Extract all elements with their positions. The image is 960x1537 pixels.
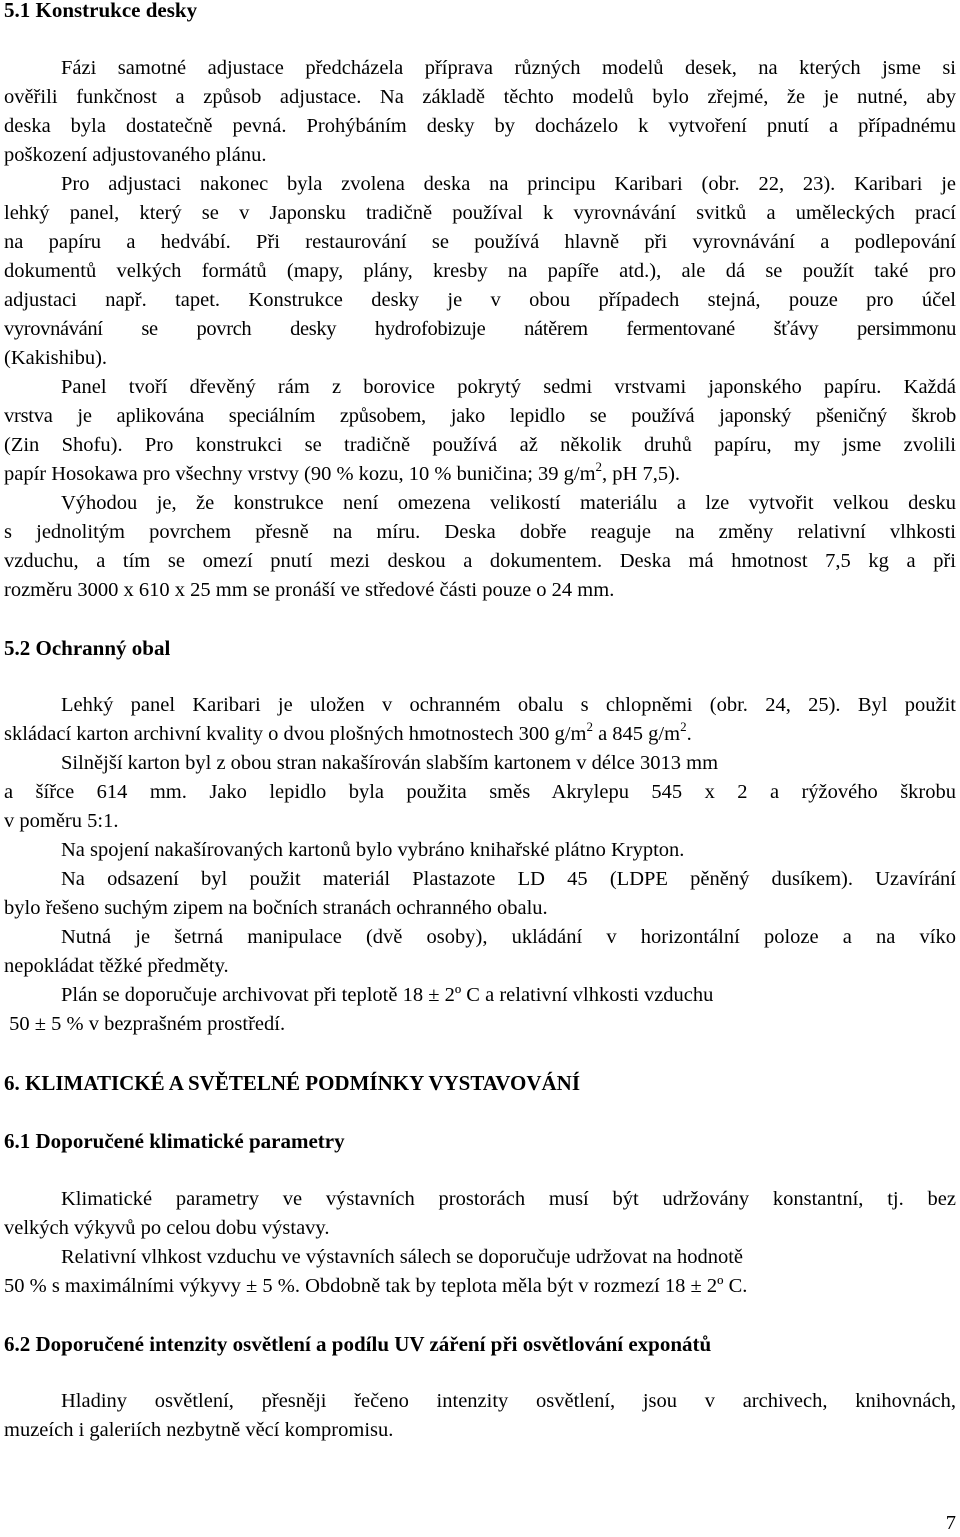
- section-5-1-body: [4, 54, 956, 605]
- text-line: 50 ± 5 % v bezprašném prostředí.: [4, 1013, 286, 1035]
- text-line: vzduchu, a tím se omezí pnutí mezi deskou a dokumentem. Deska má hmotnost 7,5 kg a při: [4, 550, 956, 572]
- text-line: Na spojení nakašírovaných kartonů bylo vybráno knihařské plátno Krypton.: [61, 839, 685, 861]
- text-line: s jednolitým povrchem přesně na míru. Deska dobře reaguje na změny relativní vlhkosti: [4, 521, 956, 543]
- text-line: dokumentů velkých formátů (mapy, plány, kresby na papíře atd.), ale dá se použít také pro: [4, 260, 956, 282]
- heading: 6. KLIMATICKÉ A SVĚTELNÉ PODMÍNKY VYSTAVOVÁNÍ: [4, 1071, 581, 1095]
- heading: 5.1 Konstrukce desky: [4, 0, 198, 22]
- section-6-2-body: [4, 1387, 956, 1445]
- text-line: Pro adjustaci nakonec byla zvolena deska na principu Karibari (obr. 22, 23). Karibari je: [61, 173, 956, 195]
- text-line: ověřili funkčnost a způsob adjustace. Na základě těchto modelů bylo zřejmé, že je nutné, aby: [4, 86, 956, 108]
- text-line: muzeích i galeriích nezbytně věcí kompromisu.: [4, 1419, 394, 1441]
- text-line: Fázi samotné adjustace předcházela příprava různých modelů desek, na kterých jsme si: [61, 57, 956, 79]
- text-line: skládací karton archivní kvality o dvou plošných hmotnostech 300 $g/m^2$ a 845 $g/m^2$.: [4, 719, 692, 745]
- text-line: bylo řešeno suchým zipem na bočních stranách ochranného obalu.: [4, 897, 548, 919]
- heading: 6.2 Doporučené intenzity osvětlení a podílu UV záření při osvětlování exponátů: [4, 1332, 712, 1356]
- text-line: Silnější karton byl z obou stran nakašírován slabším kartonem v délce 3013 mm: [61, 752, 719, 774]
- text-line: adjustaci např. tapet. Konstrukce desky je v obou případech stejná, pouze pro účel: [4, 289, 956, 311]
- text-line: deska byla dostatečně pevná. Prohýbáním desky by docházelo k vytvoření pnutí a případnému: [4, 115, 956, 137]
- text-line: Na odsazení byl použit materiál Plastazote LD 45 (LDPE pěněný dusíkem). Uzavírání: [61, 868, 956, 890]
- text-line: Relativní vlhkost vzduchu ve výstavních sálech se doporučuje udržovat na hodnotě: [61, 1246, 744, 1268]
- text-line: poškození adjustovaného plánu.: [4, 144, 267, 166]
- text-line: papír Hosokawa pro všechny vrstvy (90 % kozu, 10 % buničina; 39 $g/m^2$, pH 7,5).: [4, 459, 681, 485]
- text-line: Plán se doporučuje archivovat při teplotě 18 ± 2º C a relativní vlhkosti vzduchu: [61, 984, 714, 1006]
- text-line: Lehký panel Karibari je uložen v ochranném obalu s chlopněmi (obr. 24, 25). Byl použit: [61, 694, 956, 716]
- text-line: (Kakishibu).: [4, 347, 108, 369]
- section-6-1-body: [4, 1185, 956, 1301]
- text-line: Klimatické parametry ve výstavních prostorách musí být udržovány konstantní, tj. bez: [61, 1188, 956, 1210]
- text-line: vrstva je aplikována speciálním způsobem, jako lepidlo se používá japonský pšeničný škrob: [4, 405, 956, 427]
- text-line: Nutná je šetrná manipulace (dvě osoby), ukládání v horizontální poloze a na víko: [61, 926, 956, 948]
- section-5-1-heading: [4, 0, 956, 24]
- text-line: rozměru 3000 x 610 x 25 mm se pronáší ve středové části pouze o 24 mm.: [4, 579, 615, 601]
- text-line: velkých výkyvů po celou dobu výstavy.: [4, 1217, 330, 1239]
- section-6-2-heading: [4, 1330, 956, 1358]
- text-line: lehký panel, který se v Japonsku tradičně používal k vyrovnávání svitků a uměleckých prací: [4, 202, 956, 224]
- text-line: Panel tvoří dřevěný rám z borovice pokrytý sedmi vrstvami japonského papíru. Každá: [61, 376, 956, 398]
- text-line: vyrovnávání se povrch desky hydrofobizuje nátěrem fermentované šťávy persimmonu: [4, 318, 956, 340]
- text-line: (Zin Shofu). Pro konstrukci se tradičně používá až několik druhů papíru, my jsme zvolili: [4, 434, 956, 456]
- text-line: na papíru a hedvábí. Při restaurování se používá hlavně při vyrovnávání a podlepování: [4, 231, 956, 253]
- text-line: Výhodou je, že konstrukce není omezena velikostí materiálu a lze vytvořit velkou desku: [61, 492, 956, 514]
- section-6-heading: [4, 1069, 956, 1097]
- text-line: a šířce 614 mm. Jako lepidlo byla použita směs Akrylepu 545 x 2 a rýžového škrobu: [4, 781, 956, 803]
- section-5-2-body: [4, 691, 956, 1039]
- text-line: 50 % s maximálními výkyvy ± 5 %. Obdobně tak by teplota měla být v rozmezí 18 ± 2º C.: [4, 1275, 748, 1297]
- page-number: 7: [945, 1512, 956, 1534]
- heading: 6.1 Doporučené klimatické parametry: [4, 1129, 345, 1153]
- text-line: v poměru 5:1.: [4, 810, 119, 832]
- text-line: nepokládat těžké předměty.: [4, 955, 229, 977]
- heading: 5.2 Ochranný obal: [4, 636, 171, 660]
- section-6-1-heading: [4, 1127, 956, 1155]
- text-line: Hladiny osvětlení, přesněji řečeno intenzity osvětlení, jsou v archivech, knihovnách,: [61, 1390, 956, 1412]
- section-5-2-heading: [4, 634, 956, 662]
